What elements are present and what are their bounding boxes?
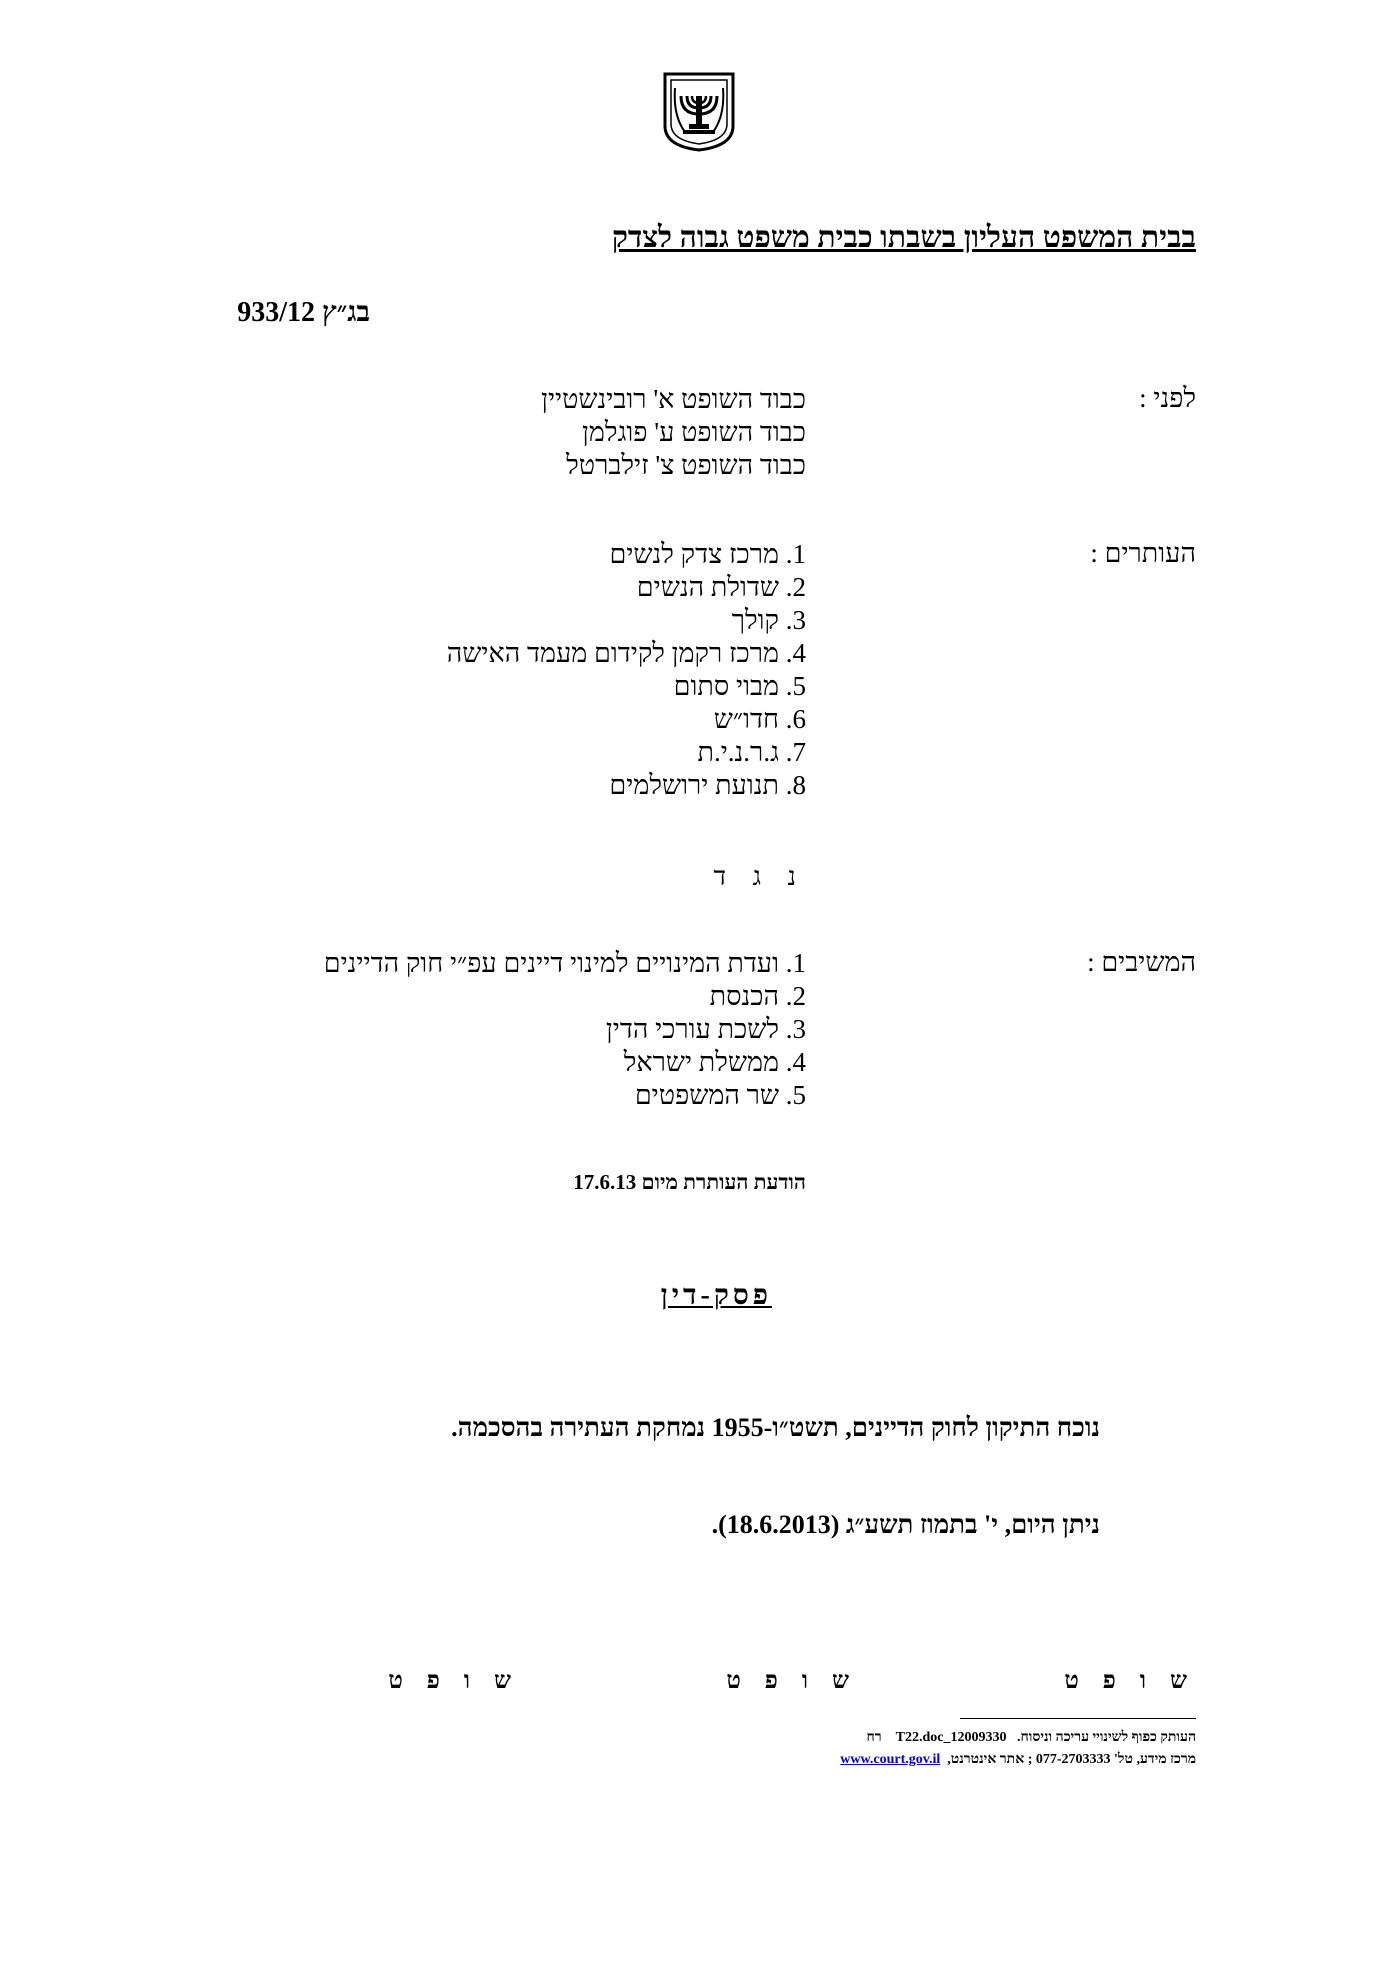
state-emblem-icon: [655, 66, 743, 152]
footnote-separator: [960, 1718, 1196, 1719]
list-item: 4. מרכז רקמן לקידום מעמד האישה: [446, 638, 806, 668]
list-item: 4. ממשלת ישראל: [623, 1047, 806, 1077]
respondents-label: המשיבים :: [1087, 947, 1196, 977]
list-item: 3. קולך: [731, 605, 806, 635]
list-item: 2. שדולת הנשים: [636, 572, 806, 602]
list-item: 7. ג.ר.נ.י.ת: [697, 737, 806, 767]
judge-name: כבוד השופט א' רובינשטיין: [541, 384, 806, 414]
document-reference: 12009330_T22.doc: [895, 1730, 1007, 1745]
court-title: בבית המשפט העליון בשבתו כבית משפט גבוה לצדק: [611, 221, 1196, 254]
judge-name: כבוד השופט צ' זילברטל: [566, 450, 806, 480]
footer-line-2: [840, 1752, 1196, 1768]
list-item: 3. לשכת עורכי הדין: [605, 1014, 806, 1044]
notice-line: הודעת העותרת מיום 17.6.13: [573, 1170, 806, 1194]
footer-contact: מרכז מידע, טל' 077-2703333 ; אתר אינטרנט,: [947, 1752, 1196, 1767]
verdict-title: פסק-דין: [660, 1280, 772, 1311]
list-item: 5. מבוי סתום: [673, 671, 806, 701]
list-item: 1. ועדת המינויים למינוי דיינים עפ״י חוק הדיינים: [323, 948, 806, 978]
footer-line-1: [866, 1730, 1196, 1746]
judge-signature: ש ו פ ט: [388, 1668, 520, 1694]
list-item: 5. שר המשפטים: [634, 1080, 806, 1110]
given-date-text: ניתן היום, י' בתמוז תשע״ג (18.6.2013).: [711, 1510, 1100, 1539]
before-label: לפני :: [1139, 383, 1196, 413]
case-number: בג״ץ 933/12: [237, 297, 370, 328]
list-item: 1. מרכז צדק לנשים: [609, 539, 806, 569]
footer-initials: רח: [866, 1730, 882, 1745]
list-item: 6. חדו״ש: [713, 704, 806, 734]
against-label: נ ג ד: [713, 862, 806, 891]
judge-signature: ש ו פ ט: [726, 1668, 858, 1694]
petitioners-label: העותרים :: [1090, 538, 1196, 568]
petitioners-list: [447, 538, 806, 802]
footer-disclaimer: העותק כפוף לשינויי עריכה וניסוח.: [1017, 1730, 1196, 1745]
judge-signature: ש ו פ ט: [1064, 1668, 1196, 1694]
list-item: 8. תנועת ירושלמים: [609, 770, 806, 800]
judge-name: כבוד השופט ע' פוגלמן: [582, 417, 806, 447]
list-item: 2. הכנסת: [709, 981, 806, 1011]
judges-list: [541, 383, 806, 482]
ruling-text: נוכח התיקון לחוק הדיינים, תשט״ו-1955 נמחקת העתירה בהסכמה.: [451, 1413, 1100, 1442]
respondents-list: [324, 947, 806, 1112]
website-link[interactable]: www.court.gov.il: [840, 1752, 941, 1767]
